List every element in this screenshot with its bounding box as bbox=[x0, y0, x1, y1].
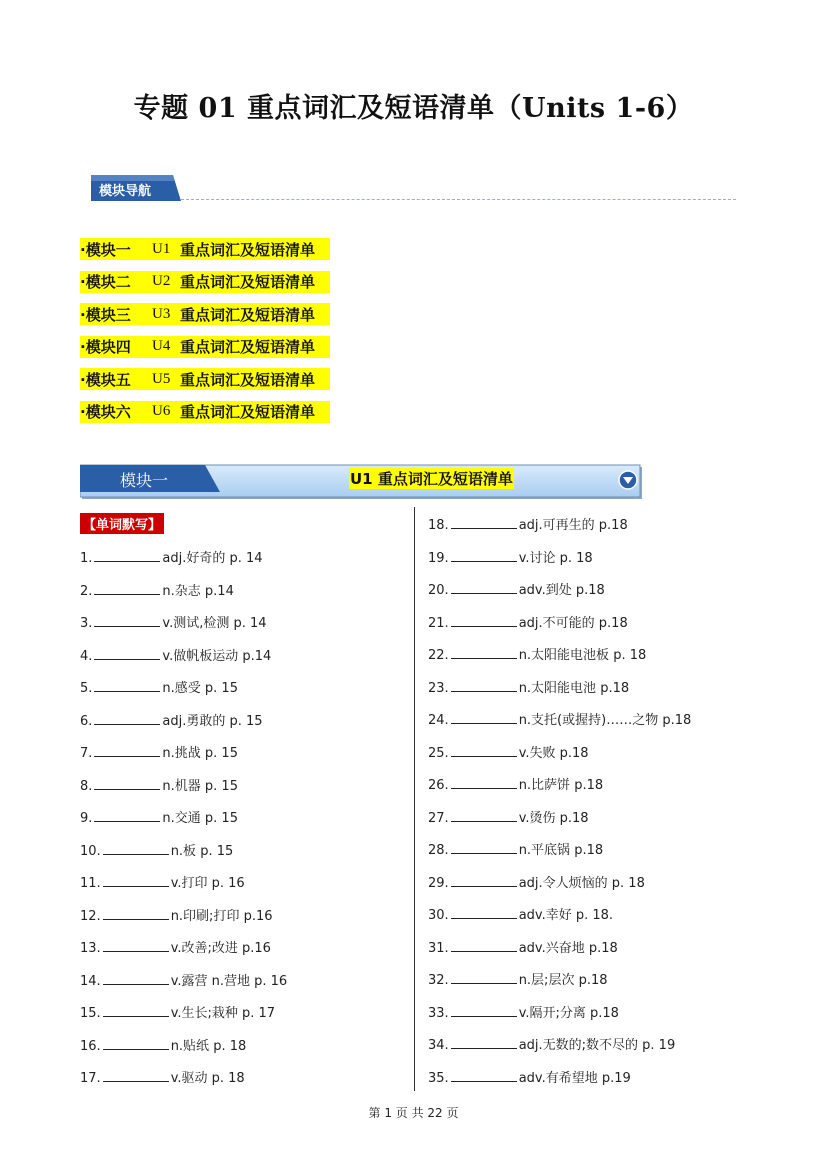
question-item bbox=[428, 579, 691, 612]
question-number: 29. bbox=[428, 875, 449, 891]
question-definition: adv.兴奋地 p.18 bbox=[518, 940, 618, 956]
answer-blank[interactable] bbox=[94, 744, 160, 757]
banner-subtitle: U1 重点词汇及短语清单 bbox=[350, 470, 513, 488]
question-number: 32. bbox=[428, 973, 449, 988]
answer-blank[interactable] bbox=[451, 874, 517, 887]
question-item bbox=[428, 612, 691, 645]
question-number: 21. bbox=[428, 615, 449, 631]
nav-unit-label: U5 bbox=[152, 370, 171, 387]
nav-item-module-4[interactable] bbox=[80, 336, 330, 358]
question-definition: adv.有希望地 p.19 bbox=[518, 1070, 631, 1086]
question-number: 31. bbox=[428, 940, 449, 956]
question-number: 13. bbox=[80, 941, 101, 956]
nav-item-name: 重点词汇及短语清单 bbox=[180, 240, 316, 259]
question-number: 3. bbox=[80, 616, 93, 631]
question-item bbox=[428, 644, 691, 677]
question-item bbox=[80, 1067, 287, 1100]
column-divider bbox=[414, 507, 415, 1091]
question-item bbox=[428, 709, 691, 742]
question-definition: n.平底锅 p.18 bbox=[518, 843, 604, 858]
question-item bbox=[80, 612, 287, 645]
question-number: 8. bbox=[80, 778, 93, 794]
nav-item-name: 重点词汇及短语清单 bbox=[180, 305, 316, 324]
answer-blank[interactable] bbox=[451, 1004, 517, 1017]
left-question-column bbox=[80, 547, 287, 1100]
answer-blank[interactable] bbox=[103, 939, 169, 952]
question-number: 1. bbox=[80, 551, 93, 566]
question-number: 11. bbox=[80, 876, 101, 891]
question-item bbox=[80, 905, 287, 938]
question-definition: n.层;层次 p.18 bbox=[518, 973, 608, 988]
question-definition: adv.到处 p.18 bbox=[518, 583, 605, 598]
answer-blank[interactable] bbox=[451, 1036, 517, 1049]
question-number: 35. bbox=[428, 1070, 449, 1086]
nav-item-module-1[interactable] bbox=[80, 238, 330, 260]
question-definition: v.做帆板运动 p.14 bbox=[162, 648, 272, 664]
question-item bbox=[428, 742, 691, 775]
question-definition: adj.令人烦恼的 p. 18 bbox=[518, 875, 645, 891]
answer-blank[interactable] bbox=[451, 614, 517, 627]
question-number: 10. bbox=[80, 843, 101, 859]
nav-module-label: ·模块一 bbox=[80, 240, 131, 259]
nav-divider bbox=[181, 199, 736, 200]
question-item bbox=[428, 807, 691, 840]
nav-unit-label: U2 bbox=[152, 273, 171, 289]
question-definition: v.失败 p.18 bbox=[518, 745, 589, 761]
answer-blank[interactable] bbox=[103, 842, 169, 855]
nav-module-label: ·模块二 bbox=[80, 273, 131, 291]
question-number: 6. bbox=[80, 713, 93, 729]
question-item bbox=[428, 839, 691, 872]
question-number: 30. bbox=[428, 908, 449, 923]
answer-blank[interactable] bbox=[451, 581, 517, 594]
answer-blank[interactable] bbox=[451, 809, 517, 822]
question-definition: v.改善;改进 p.16 bbox=[170, 941, 271, 956]
question-number: 4. bbox=[80, 648, 93, 664]
question-number: 9. bbox=[80, 811, 93, 826]
question-item bbox=[80, 937, 287, 970]
page-title: 专题 01 重点词汇及短语清单（Units 1-6） bbox=[133, 93, 694, 124]
question-definition: n.太阳能电池板 p. 18 bbox=[518, 648, 647, 663]
question-definition: n.印刷;打印 p.16 bbox=[170, 908, 273, 924]
question-definition: n.挑战 p. 15 bbox=[162, 746, 238, 761]
question-item bbox=[428, 677, 691, 710]
question-item bbox=[428, 774, 691, 807]
nav-item-module-5[interactable] bbox=[80, 368, 330, 390]
answer-blank[interactable] bbox=[103, 1037, 169, 1050]
right-question-column bbox=[428, 514, 691, 1099]
question-definition: v.隔开;分离 p.18 bbox=[518, 1005, 619, 1021]
answer-blank[interactable] bbox=[94, 679, 160, 692]
question-definition: n.杂志 p.14 bbox=[162, 583, 234, 599]
question-item bbox=[428, 904, 691, 937]
answer-blank[interactable] bbox=[103, 1004, 169, 1017]
question-item bbox=[428, 547, 691, 580]
nav-module-label: ·模块三 bbox=[80, 305, 131, 324]
question-definition: adv.幸好 p. 18. bbox=[518, 908, 614, 923]
nav-tab-label: 模块导航 bbox=[99, 184, 152, 199]
question-item bbox=[428, 1002, 691, 1035]
question-definition: v.露营 n.营地 p. 16 bbox=[170, 973, 288, 989]
nav-item-name: 重点词汇及短语清单 bbox=[180, 403, 316, 421]
question-number: 23. bbox=[428, 680, 449, 696]
nav-module-label: ·模块六 bbox=[80, 403, 131, 421]
answer-blank[interactable] bbox=[451, 711, 517, 724]
question-number: 12. bbox=[80, 908, 101, 924]
answer-blank[interactable] bbox=[451, 1069, 517, 1082]
question-item bbox=[80, 1035, 287, 1068]
question-definition: n.感受 p. 15 bbox=[162, 681, 238, 696]
question-item bbox=[80, 807, 287, 840]
answer-blank[interactable] bbox=[451, 679, 517, 692]
nav-item-name: 重点词汇及短语清单 bbox=[180, 338, 316, 356]
answer-blank[interactable] bbox=[103, 874, 169, 887]
nav-unit-label: U4 bbox=[152, 338, 171, 354]
page-footer: 第 1 页 共 22 页 bbox=[368, 1106, 459, 1120]
module-nav-tab bbox=[91, 175, 181, 201]
question-item bbox=[80, 547, 287, 580]
question-item bbox=[80, 970, 287, 1003]
nav-item-name: 重点词汇及短语清单 bbox=[180, 273, 316, 291]
answer-blank[interactable] bbox=[451, 744, 517, 757]
question-number: 19. bbox=[428, 550, 449, 566]
module-nav-list bbox=[80, 238, 330, 433]
question-definition: v.打印 p. 16 bbox=[170, 876, 245, 891]
question-definition: n.比萨饼 p.18 bbox=[518, 778, 604, 793]
answer-blank[interactable] bbox=[94, 549, 160, 562]
question-number: 15. bbox=[80, 1006, 101, 1021]
question-definition: n.支托(或握持)……之物 p.18 bbox=[518, 713, 692, 728]
question-item bbox=[428, 937, 691, 970]
question-item bbox=[428, 1067, 691, 1100]
question-definition: v.生长;栽种 p. 17 bbox=[170, 1006, 276, 1021]
question-item bbox=[80, 840, 287, 873]
module-banner bbox=[80, 464, 642, 500]
question-definition: adj.不可能的 p.18 bbox=[518, 615, 628, 631]
answer-blank[interactable] bbox=[94, 614, 160, 627]
question-definition: v.测试,检测 p. 14 bbox=[162, 616, 267, 631]
section-heading: 【单词默写】 bbox=[80, 513, 164, 534]
answer-blank[interactable] bbox=[451, 646, 517, 659]
answer-blank[interactable] bbox=[94, 809, 160, 822]
answer-blank[interactable] bbox=[94, 647, 160, 660]
question-number: 22. bbox=[428, 648, 449, 663]
question-item bbox=[80, 742, 287, 775]
answer-blank[interactable] bbox=[94, 582, 160, 595]
nav-unit-label: U3 bbox=[152, 305, 171, 322]
chevron-down-icon[interactable] bbox=[618, 470, 638, 490]
answer-blank[interactable] bbox=[451, 516, 517, 529]
nav-unit-label: U6 bbox=[152, 403, 171, 419]
answer-blank[interactable] bbox=[451, 841, 517, 854]
question-number: 26. bbox=[428, 778, 449, 793]
question-number: 34. bbox=[428, 1038, 449, 1053]
nav-item-module-2[interactable] bbox=[80, 271, 330, 293]
answer-blank[interactable] bbox=[451, 971, 517, 984]
banner-module-label: 模块一 bbox=[120, 471, 169, 490]
question-item bbox=[80, 872, 287, 905]
question-definition: adj.无数的;数不尽的 p. 19 bbox=[518, 1038, 676, 1053]
question-definition: n.板 p. 15 bbox=[170, 843, 234, 859]
answer-blank[interactable] bbox=[103, 907, 169, 920]
question-item bbox=[80, 645, 287, 678]
question-definition: n.机器 p. 15 bbox=[162, 778, 238, 794]
question-definition: adj.好奇的 p. 14 bbox=[162, 551, 263, 566]
nav-module-label: ·模块四 bbox=[80, 338, 131, 356]
question-number: 7. bbox=[80, 746, 93, 761]
question-item bbox=[428, 872, 691, 905]
answer-blank[interactable] bbox=[103, 972, 169, 985]
answer-blank[interactable] bbox=[451, 549, 517, 562]
question-number: 18. bbox=[428, 518, 449, 533]
question-number: 2. bbox=[80, 583, 93, 599]
question-item bbox=[80, 1002, 287, 1035]
nav-unit-label: U1 bbox=[152, 240, 171, 257]
question-item bbox=[80, 710, 287, 743]
answer-blank[interactable] bbox=[94, 777, 160, 790]
question-number: 28. bbox=[428, 843, 449, 858]
question-definition: n.交通 p. 15 bbox=[162, 811, 238, 826]
nav-item-name: 重点词汇及短语清单 bbox=[180, 370, 316, 389]
question-definition: n.太阳能电池 p.18 bbox=[518, 680, 630, 696]
nav-item-module-6[interactable] bbox=[80, 401, 330, 423]
question-number: 5. bbox=[80, 681, 93, 696]
answer-blank[interactable] bbox=[451, 776, 517, 789]
question-item bbox=[428, 969, 691, 1002]
question-definition: adj.可再生的 p.18 bbox=[518, 518, 628, 533]
nav-item-module-3[interactable] bbox=[80, 303, 330, 325]
question-item bbox=[428, 514, 691, 547]
answer-blank[interactable] bbox=[103, 1069, 169, 1082]
question-number: 24. bbox=[428, 713, 449, 728]
nav-module-label: ·模块五 bbox=[80, 370, 131, 389]
question-number: 33. bbox=[428, 1005, 449, 1021]
question-number: 16. bbox=[80, 1038, 101, 1054]
question-number: 20. bbox=[428, 583, 449, 598]
question-item bbox=[428, 1034, 691, 1067]
question-definition: n.贴纸 p. 18 bbox=[170, 1038, 247, 1054]
question-number: 14. bbox=[80, 973, 101, 989]
question-definition: v.驱动 p. 18 bbox=[170, 1071, 245, 1086]
question-definition: adj.勇敢的 p. 15 bbox=[162, 713, 263, 729]
question-definition: v.烫伤 p.18 bbox=[518, 810, 589, 826]
question-item bbox=[80, 775, 287, 808]
answer-blank[interactable] bbox=[451, 906, 517, 919]
answer-blank[interactable] bbox=[94, 712, 160, 725]
question-item bbox=[80, 677, 287, 710]
question-number: 25. bbox=[428, 745, 449, 761]
question-number: 27. bbox=[428, 810, 449, 826]
question-number: 17. bbox=[80, 1071, 101, 1086]
answer-blank[interactable] bbox=[451, 939, 517, 952]
question-definition: v.讨论 p. 18 bbox=[518, 550, 593, 566]
question-item bbox=[80, 580, 287, 613]
